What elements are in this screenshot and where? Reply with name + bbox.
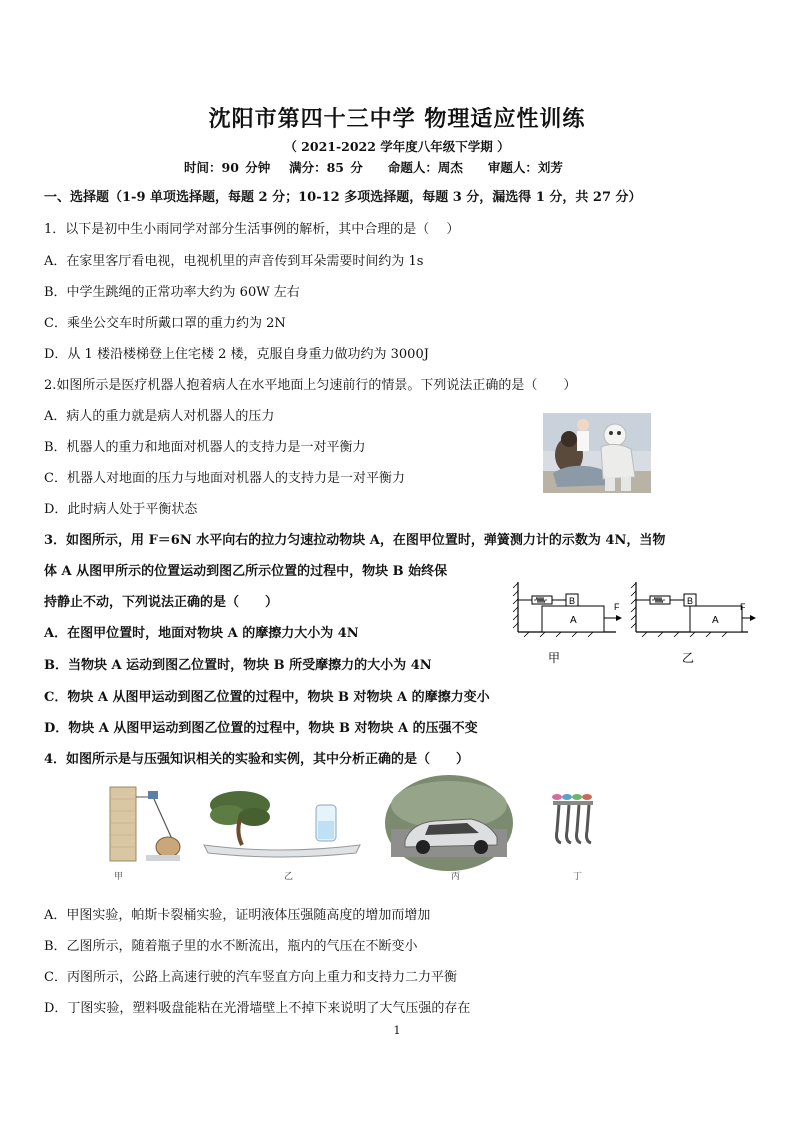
q4-label-jia: 甲 bbox=[114, 871, 124, 881]
q3-option-c: C．物块 A 从图甲运动到图乙位置的过程中，物块 B 对物块 A 的摩擦力变小 bbox=[44, 690, 490, 705]
q3-yi-force-label: F bbox=[740, 602, 746, 612]
q3-jia-force-label: F bbox=[614, 602, 620, 612]
section-heading: 一、选择题（1-9 单项选择题，每题 2 分；10-12 多项选择题，每题 3 分，漏选得 1 分，共 27 分） bbox=[44, 190, 642, 205]
page-title: 沈阳市第四十三中学 物理适应性训练 bbox=[208, 106, 586, 132]
q4-label-bing: 丙 bbox=[451, 871, 461, 881]
q3-jia-block-a-label: A bbox=[570, 615, 577, 626]
q4-option-a: A．甲图实验，帕斯卡裂桶实验，证明液体压强随高度的增加而增加 bbox=[44, 908, 431, 923]
q2-stem: 2.如图所示是医疗机器人抱着病人在水平地面上匀速前行的情景。下列说法正确的是（ ） bbox=[44, 378, 577, 393]
q4-image-ding bbox=[552, 794, 593, 881]
q2-option-b: B．机器人的重力和地面对机器人的支持力是一对平衡力 bbox=[44, 440, 366, 455]
q4-option-c: C．丙图所示，公路上高速行驶的汽车竖直方向上重力和支持力二力平衡 bbox=[44, 970, 457, 985]
q1-stem: 1．以下是初中生小雨同学对部分生活事例的解析，其中合理的是（ ） bbox=[44, 222, 460, 237]
q4-image-yi bbox=[204, 791, 360, 881]
q3-label-jia: 甲 bbox=[548, 651, 561, 665]
q2-option-a: A．病人的重力就是病人对机器人的压力 bbox=[44, 409, 275, 424]
q3-diagram-yi bbox=[631, 582, 756, 665]
q1-option-b: B．中学生跳绳的正常功率大约为 60W 左右 bbox=[44, 285, 300, 300]
q1-option-d: D．从 1 楼沿楼梯登上住宅楼 2 楼，克服自身重力做功约为 3000J bbox=[44, 347, 429, 362]
q1-option-c: C．乘坐公交车时所戴口罩的重力约为 2N bbox=[44, 316, 286, 331]
page-number: 1 bbox=[393, 1024, 401, 1037]
q2-option-c: C．机器人对地面的压力与地面对机器人的支持力是一对平衡力 bbox=[44, 471, 405, 486]
q4-image-jia bbox=[110, 787, 180, 881]
q3-figure bbox=[510, 578, 760, 678]
q3-option-d: D．物块 A 从图甲运动到图乙位置的过程中，物块 B 对物块 A 的压强不变 bbox=[44, 721, 478, 736]
q3-option-b: B．当物块 A 运动到图乙位置时，物块 B 所受摩擦力的大小为 4N bbox=[44, 658, 432, 673]
q3-label-yi: 乙 bbox=[682, 651, 695, 665]
q4-option-b: B．乙图所示，随着瓶子里的水不断流出，瓶内的气压在不断变小 bbox=[44, 939, 418, 954]
q4-figure bbox=[100, 775, 620, 885]
q3-stem-2: 体 A 从图甲所示的位置运动到图乙所示位置的过程中，物块 B 始终保 bbox=[44, 564, 448, 579]
q3-diagram-jia bbox=[513, 582, 622, 665]
q3-yi-block-a-label: A bbox=[712, 615, 719, 626]
q4-label-ding: 丁 bbox=[573, 871, 583, 881]
q4-image-bing bbox=[385, 775, 513, 881]
q4-stem: 4．如图所示是与压强知识相关的实验和实例，其中分析正确的是（ ） bbox=[44, 752, 470, 767]
q4-option-d: D．丁图实验，塑料吸盘能粘在光滑墙壁上不掉下来说明了大气压强的存在 bbox=[44, 1001, 471, 1016]
q3-stem-3: 持静止不动，下列说法正确的是（ ） bbox=[44, 595, 279, 610]
q3-option-a: A．在图甲位置时，地面对物块 A 的摩擦力大小为 4N bbox=[44, 626, 359, 641]
q3-jia-block-b-label: B bbox=[569, 596, 576, 606]
robot-photo bbox=[543, 413, 651, 493]
q4-label-yi: 乙 bbox=[284, 871, 294, 881]
q3-stem-1: 3．如图所示，用 F＝6N 水平向右的拉力匀速拉动物块 A，在图甲位置时，弹簧测力计的示数为 4N，当物 bbox=[44, 533, 666, 548]
q1-option-a: A．在家里客厅看电视，电视机里的声音传到耳朵需要时间约为 1s bbox=[44, 254, 424, 269]
q3-yi-block-b-label: B bbox=[687, 596, 694, 606]
q2-option-d: D．此时病人处于平衡状态 bbox=[44, 502, 198, 517]
exam-info: 时间：90 分钟 满分：85 分 命题人：周杰 审题人：刘芳 bbox=[184, 160, 563, 175]
page-subtitle: （ 2021-2022 学年度八年级下学期 ） bbox=[284, 139, 510, 154]
